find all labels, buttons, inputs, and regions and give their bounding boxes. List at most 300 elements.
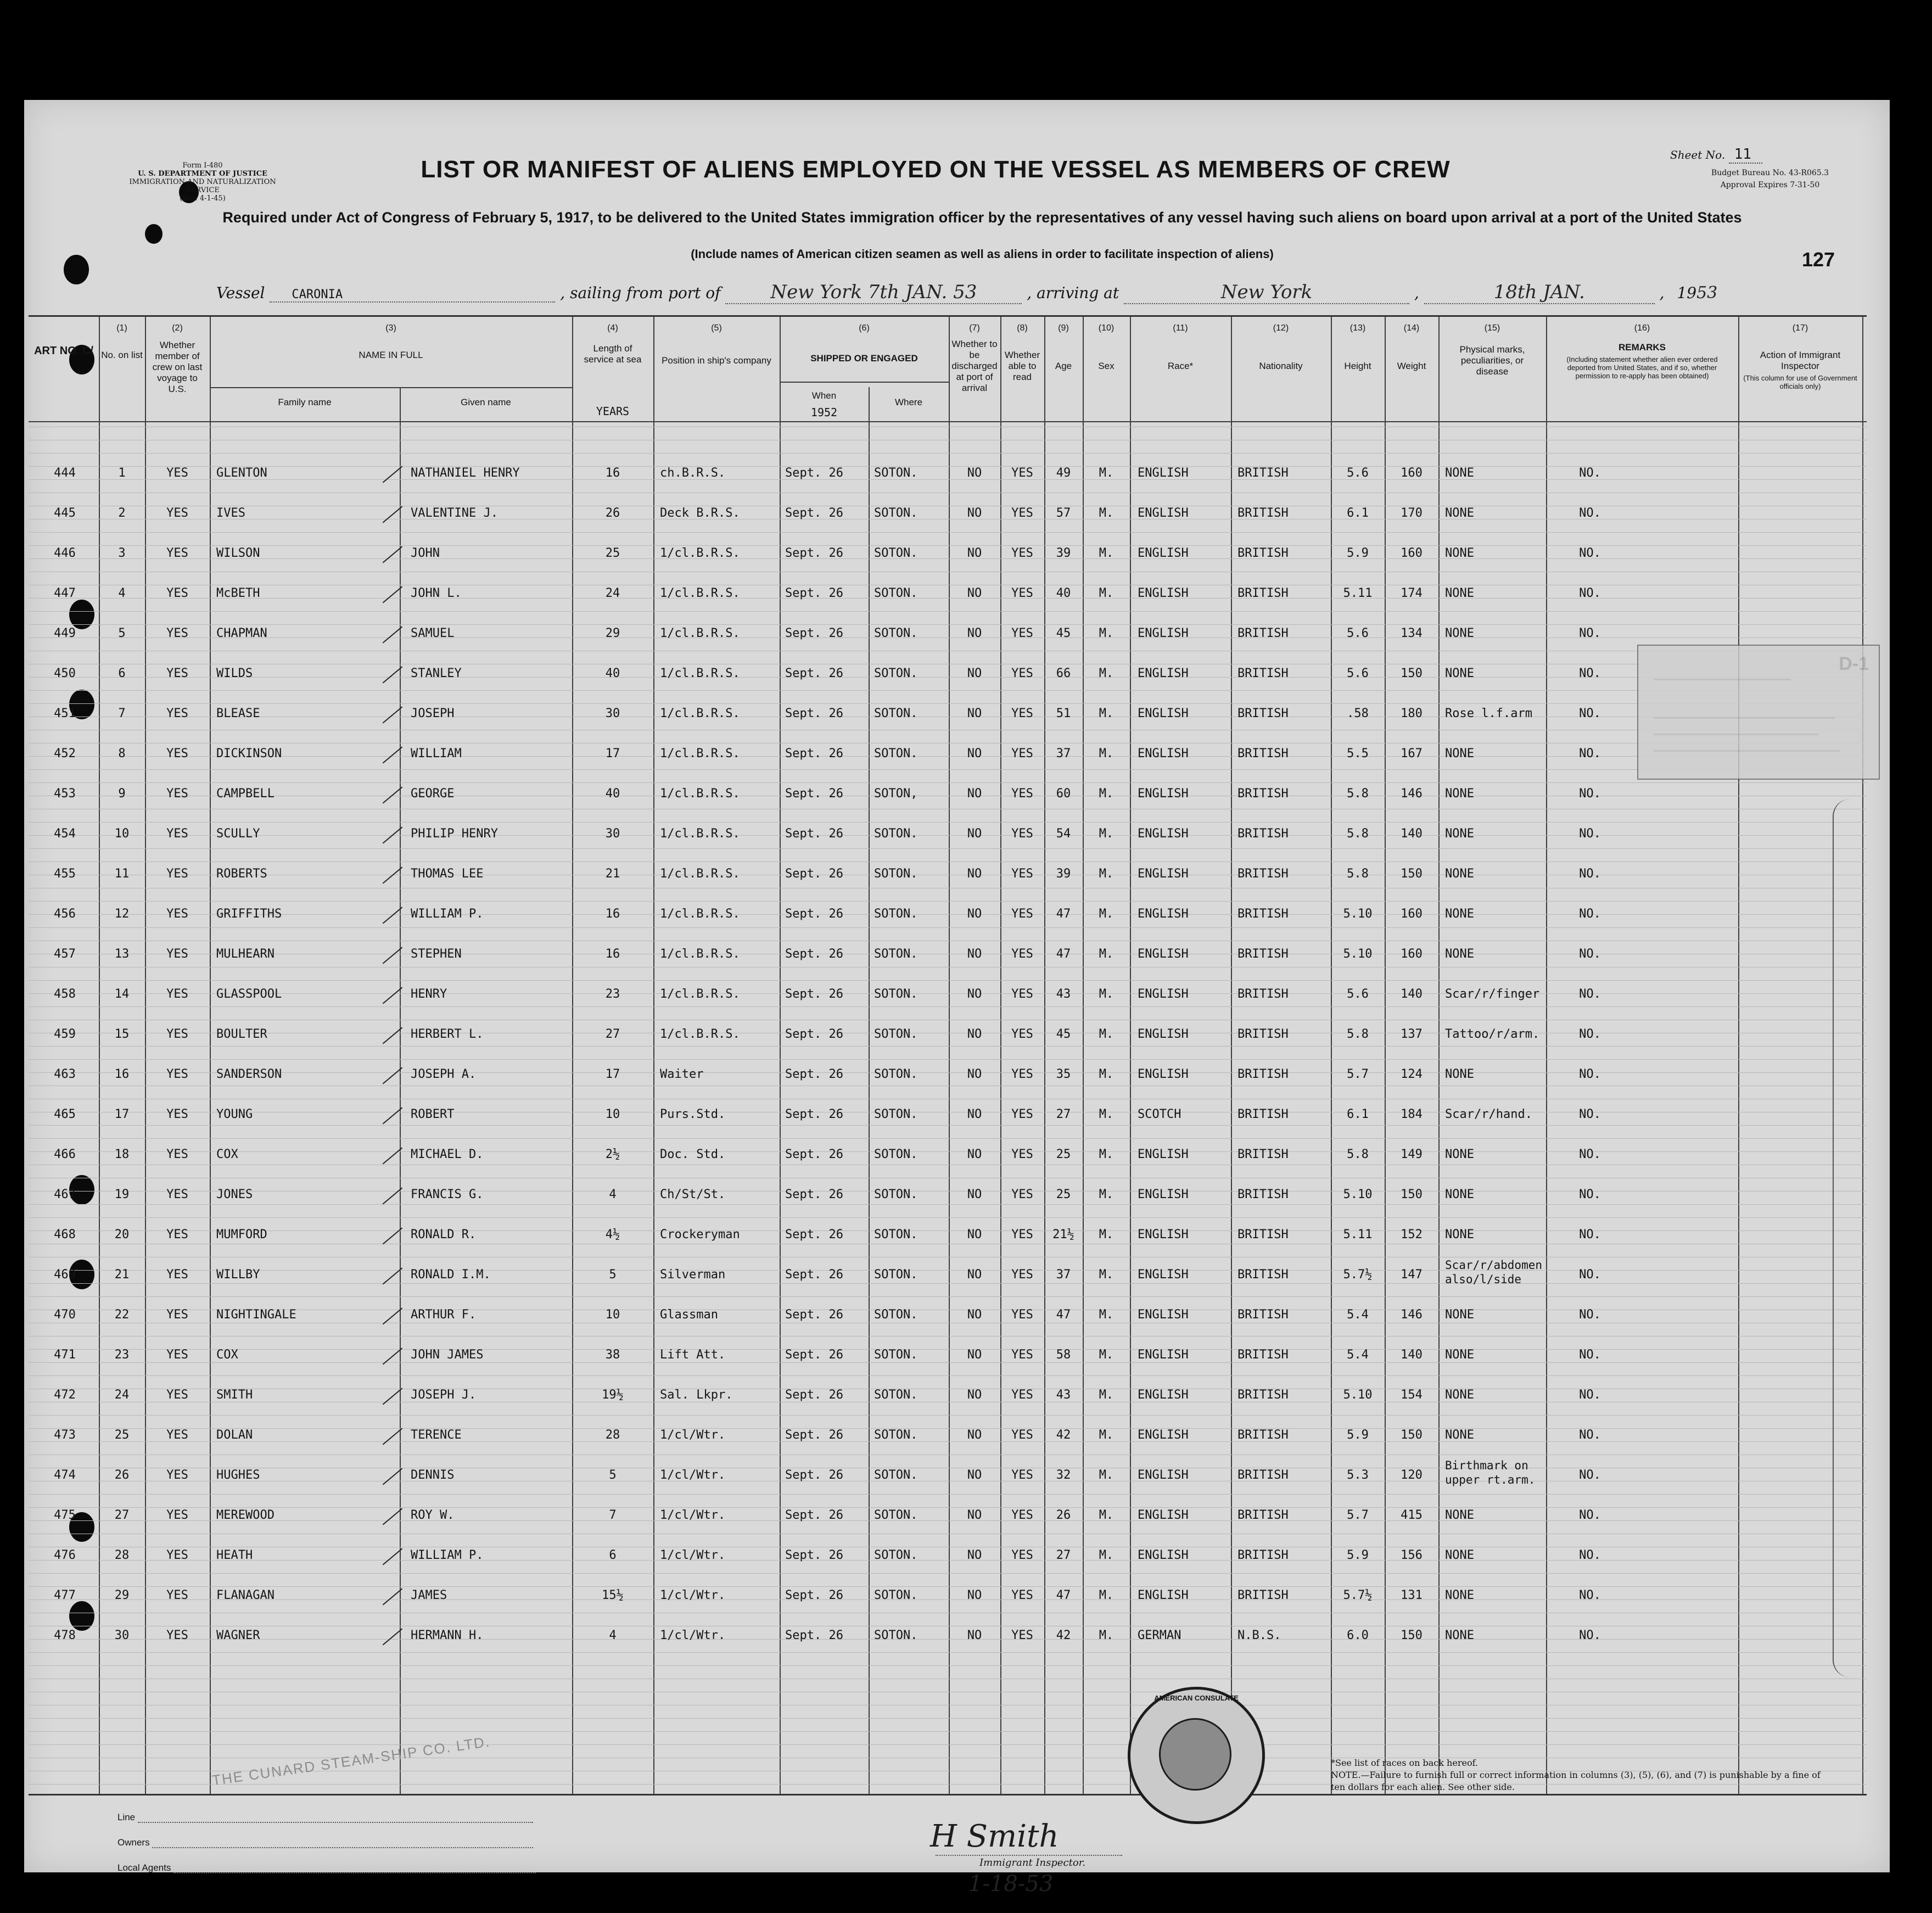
cell-crew-last-voyage: YES <box>166 1067 188 1081</box>
cell-age: 25 <box>1056 1148 1071 1161</box>
cell-list-number: 4 <box>118 586 126 600</box>
cell-able-to-read: YES <box>1011 466 1033 480</box>
cell-height: 5.8 <box>1347 1148 1369 1161</box>
cell-sex: M. <box>1099 1107 1114 1121</box>
cell-crew-last-voyage: YES <box>166 707 188 720</box>
cell-nationality: BRITISH <box>1237 787 1289 801</box>
cell-remarks: NO. <box>1579 1548 1601 1562</box>
cell-given-name: JOHN L. <box>411 586 462 600</box>
cell-remarks: NO. <box>1579 1348 1601 1362</box>
cell-crew-last-voyage: YES <box>166 1268 188 1282</box>
inspector-label: Immigrant Inspector. <box>979 1857 1086 1869</box>
form-number: Form I-480 <box>182 161 223 170</box>
cell-weight: 150 <box>1401 867 1423 881</box>
cell-race: ENGLISH <box>1138 1468 1189 1482</box>
cell-shipped-when: Sept. 26 <box>785 1468 843 1482</box>
seal-text: AMERICAN CONSULATE <box>1154 1694 1239 1702</box>
header-given-name: Given name <box>461 397 511 407</box>
cell-crew-last-voyage: YES <box>166 747 188 760</box>
cell-family-name: YOUNG <box>216 1107 253 1121</box>
cell-list-number: 30 <box>114 1629 130 1642</box>
cell-age: 32 <box>1056 1468 1071 1482</box>
cell-remarks: NO. <box>1579 1388 1601 1402</box>
year-prefix: 19 <box>1677 284 1697 302</box>
cell-shipped-when: Sept. 26 <box>785 506 843 520</box>
cell-height: 5.8 <box>1347 827 1369 841</box>
cell-discharged: NO <box>967 506 982 520</box>
cell-race: ENGLISH <box>1138 787 1189 801</box>
cell-age: 47 <box>1056 907 1071 921</box>
cell-crew-last-voyage: YES <box>166 907 188 921</box>
cell-nationality: BRITISH <box>1237 987 1289 1001</box>
arriving-label: , arriving at <box>1027 284 1119 302</box>
cell-discharged: NO <box>967 1548 982 1562</box>
cell-sex: M. <box>1099 1027 1114 1041</box>
cell-weight: 140 <box>1401 987 1423 1001</box>
cell-race: ENGLISH <box>1138 506 1189 520</box>
cell-able-to-read: YES <box>1011 667 1033 680</box>
cell-height: 5.11 <box>1343 586 1373 600</box>
table-row <box>29 1297 1867 1336</box>
cell-list-number: 14 <box>114 987 130 1001</box>
cell-discharged: NO <box>967 707 982 720</box>
cell-nationality: BRITISH <box>1237 586 1289 600</box>
cell-list-number: 21 <box>114 1268 130 1282</box>
cell-discharged: NO <box>967 1629 982 1642</box>
cell-shipped-where: SOTON. <box>874 586 918 600</box>
cell-art-number: 454 <box>54 827 76 841</box>
cell-art-number: 476 <box>54 1548 76 1562</box>
cell-shipped-when: Sept. 26 <box>785 947 843 961</box>
cell-race: ENGLISH <box>1138 1588 1189 1602</box>
header-num-13: (13) <box>1349 323 1366 333</box>
cell-given-name: WILLIAM P. <box>411 907 484 921</box>
cell-discharged: NO <box>967 1468 982 1482</box>
cell-remarks: NO. <box>1579 1508 1601 1522</box>
cell-race: ENGLISH <box>1138 1548 1189 1562</box>
cell-discharged: NO <box>967 987 982 1001</box>
cell-able-to-read: YES <box>1011 1348 1033 1362</box>
cell-sex: M. <box>1099 1388 1114 1402</box>
cell-weight: 124 <box>1401 1067 1423 1081</box>
cell-weight: 146 <box>1401 787 1423 801</box>
cell-age: 66 <box>1056 667 1071 680</box>
owners-field <box>117 1837 533 1848</box>
cell-position: 1/cl.B.R.S. <box>660 827 740 841</box>
cell-shipped-when: Sept. 26 <box>785 787 843 801</box>
table-row <box>29 896 1867 936</box>
cell-weight: 154 <box>1401 1388 1423 1402</box>
cell-race: ENGLISH <box>1138 1228 1189 1241</box>
cell-list-number: 26 <box>114 1468 130 1482</box>
cell-discharged: NO <box>967 1388 982 1402</box>
cell-nationality: BRITISH <box>1237 627 1289 640</box>
cell-list-number: 5 <box>118 627 126 640</box>
year: 53 <box>1696 283 1718 303</box>
cell-shipped-when: Sept. 26 <box>785 627 843 640</box>
cell-art-number: 467 <box>54 1188 76 1201</box>
cell-sex: M. <box>1099 1228 1114 1241</box>
cell-art-number: 447 <box>54 586 76 600</box>
cell-art-number: 477 <box>54 1588 76 1602</box>
cell-list-number: 17 <box>114 1107 130 1121</box>
cell-art-number: 468 <box>54 1228 76 1241</box>
cell-sex: M. <box>1099 506 1114 520</box>
cell-height: 5.6 <box>1347 667 1369 680</box>
cell-remarks: NO. <box>1579 707 1601 720</box>
cell-crew-last-voyage: YES <box>166 466 188 480</box>
cell-shipped-when: Sept. 26 <box>785 1388 843 1402</box>
header-where: Where <box>894 397 923 407</box>
cell-sex: M. <box>1099 1588 1114 1602</box>
cell-position: Silverman <box>660 1268 726 1282</box>
cell-given-name: ROBERT <box>411 1107 455 1121</box>
cell-nationality: BRITISH <box>1237 827 1289 841</box>
cell-weight: 174 <box>1401 586 1423 600</box>
cell-remarks: NO. <box>1579 1629 1601 1642</box>
cell-remarks: NO. <box>1579 1268 1601 1282</box>
cell-given-name: JAMES <box>411 1588 447 1602</box>
cell-nationality: BRITISH <box>1237 1268 1289 1282</box>
cell-remarks: NO. <box>1579 586 1601 600</box>
table-row <box>29 1257 1867 1296</box>
cell-able-to-read: YES <box>1011 787 1033 801</box>
cell-able-to-read: YES <box>1011 1268 1033 1282</box>
header-position: Position in ship's company <box>662 355 771 366</box>
cell-position: 1/cl.B.R.S. <box>660 947 740 961</box>
header-num-10: (10) <box>1098 323 1115 333</box>
cell-shipped-where: SOTON. <box>874 987 918 1001</box>
cell-physical-marks: NONE <box>1445 586 1474 600</box>
header-num-7: (7) <box>969 323 980 333</box>
cell-height: 5.6 <box>1347 987 1369 1001</box>
cell-physical-marks: NONE <box>1445 466 1474 480</box>
cell-family-name: IVES <box>216 506 245 520</box>
cell-race: ENGLISH <box>1138 1027 1189 1041</box>
cell-art-number: 444 <box>54 466 76 480</box>
cell-crew-last-voyage: YES <box>166 1629 188 1642</box>
sailing-from: New York 7th JAN. 53 <box>725 281 1022 304</box>
header-remarks: REMARKS <box>1619 342 1666 353</box>
cell-list-number: 23 <box>114 1348 130 1362</box>
cell-physical-marks: NONE <box>1445 1308 1474 1322</box>
cell-able-to-read: YES <box>1011 1468 1033 1482</box>
cell-discharged: NO <box>967 1508 982 1522</box>
header-able-to-read: Whether able to read <box>1004 350 1040 382</box>
cell-height: 5.10 <box>1343 1388 1373 1402</box>
cell-able-to-read: YES <box>1011 506 1033 520</box>
cell-art-number: 478 <box>54 1629 76 1642</box>
cell-sex: M. <box>1099 1629 1114 1642</box>
table-row <box>29 1537 1867 1577</box>
cell-position: 1/cl.B.R.S. <box>660 1027 740 1041</box>
cell-weight: 147 <box>1401 1268 1423 1282</box>
cell-given-name: HERMANN H. <box>411 1629 484 1642</box>
cell-position: 1/cl.B.R.S. <box>660 907 740 921</box>
cell-given-name: ARTHUR F. <box>411 1308 477 1322</box>
cell-crew-last-voyage: YES <box>166 1548 188 1562</box>
header-no-on-list: No. on list <box>101 350 143 360</box>
cell-art-number: 466 <box>54 1148 76 1161</box>
cell-given-name: TERENCE <box>411 1428 462 1442</box>
cell-shipped-where: SOTON. <box>874 827 918 841</box>
cell-shipped-where: SOTON. <box>874 1148 918 1161</box>
cell-family-name: MEREWOOD <box>216 1508 275 1522</box>
cell-able-to-read: YES <box>1011 987 1033 1001</box>
cell-remarks: NO. <box>1579 1027 1601 1041</box>
cell-shipped-when: Sept. 26 <box>785 1508 843 1522</box>
cell-given-name: JOHN JAMES <box>411 1348 484 1362</box>
cell-nationality: BRITISH <box>1237 667 1289 680</box>
cell-list-number: 13 <box>114 947 130 961</box>
cell-able-to-read: YES <box>1011 947 1033 961</box>
cell-shipped-where: SOTON. <box>874 466 918 480</box>
cell-family-name: ROBERTS <box>216 867 267 881</box>
cell-crew-last-voyage: YES <box>166 1148 188 1161</box>
cell-weight: 140 <box>1401 827 1423 841</box>
cell-art-number: 453 <box>54 787 76 801</box>
cell-discharged: NO <box>967 627 982 640</box>
cell-length-of-service: 25 <box>605 546 620 560</box>
cell-art-number: 455 <box>54 867 76 881</box>
sailing-label: , sailing from port of <box>560 284 721 302</box>
cell-list-number: 1 <box>118 466 126 480</box>
cell-art-number: 458 <box>54 987 76 1001</box>
footnotes <box>1331 1757 1825 1793</box>
table-row <box>29 856 1867 896</box>
cell-nationality: BRITISH <box>1237 867 1289 881</box>
cell-race: ENGLISH <box>1138 586 1189 600</box>
cell-age: 27 <box>1056 1548 1071 1562</box>
cell-length-of-service: 15½ <box>602 1588 624 1602</box>
cell-list-number: 19 <box>114 1188 130 1201</box>
cell-list-number: 9 <box>118 787 126 801</box>
comma: , <box>1414 284 1419 302</box>
owners-stamp: THE CUNARD STEAM-SHIP CO. LTD. <box>211 1733 491 1789</box>
cell-given-name: MICHAEL D. <box>411 1148 484 1161</box>
cell-able-to-read: YES <box>1011 1308 1033 1322</box>
cell-position: 1/cl/Wtr. <box>660 1629 726 1642</box>
cell-shipped-where: SOTON. <box>874 1067 918 1081</box>
cell-age: 47 <box>1056 1588 1071 1602</box>
cell-discharged: NO <box>967 787 982 801</box>
cell-physical-marks: NONE <box>1445 947 1474 961</box>
cell-physical-marks: NONE <box>1445 1548 1474 1562</box>
cell-crew-last-voyage: YES <box>166 1388 188 1402</box>
cell-nationality: BRITISH <box>1237 1107 1289 1121</box>
revision: (Rev. 4-1-45) <box>180 194 226 203</box>
cell-remarks: NO. <box>1579 1228 1601 1241</box>
cell-remarks: NO. <box>1579 1308 1601 1322</box>
header-num-11: (11) <box>1173 323 1188 333</box>
vessel-name: CARONIA <box>270 288 555 303</box>
cell-crew-last-voyage: YES <box>166 1107 188 1121</box>
cell-shipped-when: Sept. 26 <box>785 466 843 480</box>
header-physical-marks: Physical marks, peculiarities, or disease <box>1459 344 1525 377</box>
cell-length-of-service: 30 <box>605 707 620 720</box>
cell-family-name: JONES <box>216 1188 253 1201</box>
cell-crew-last-voyage: YES <box>166 827 188 841</box>
cell-art-number: 473 <box>54 1428 76 1442</box>
cell-age: 39 <box>1056 546 1071 560</box>
cell-family-name: CAMPBELL <box>216 787 275 801</box>
cell-physical-marks: Scar/r/finger <box>1445 987 1540 1001</box>
cell-age: 58 <box>1056 1348 1071 1362</box>
cell-given-name: WILLIAM <box>411 747 462 760</box>
table-row <box>29 1417 1867 1457</box>
cell-age: 43 <box>1056 987 1071 1001</box>
cell-physical-marks: NONE <box>1445 1148 1474 1161</box>
cell-race: ENGLISH <box>1138 827 1189 841</box>
table-row <box>29 1217 1867 1256</box>
cell-art-number: 472 <box>54 1388 76 1402</box>
cell-given-name: GEORGE <box>411 787 455 801</box>
subnote: (Include names of American citizen seamen as well as aliens in order to facilitate inspection of aliens) <box>691 247 1274 261</box>
cell-race: ENGLISH <box>1138 667 1189 680</box>
cell-art-number: 470 <box>54 1308 76 1322</box>
cell-list-number: 20 <box>114 1228 130 1241</box>
cell-physical-marks: NONE <box>1445 1588 1474 1602</box>
header-sex: Sex <box>1098 361 1115 371</box>
cell-physical-marks: NONE <box>1445 747 1474 760</box>
cell-able-to-read: YES <box>1011 627 1033 640</box>
approval-expiry: Approval Expires 7-31-50 <box>1720 181 1820 189</box>
cell-age: 60 <box>1056 787 1071 801</box>
table-row <box>29 1497 1867 1537</box>
cell-crew-last-voyage: YES <box>166 947 188 961</box>
cell-position: Crockeryman <box>660 1228 740 1241</box>
header-num-16: (16) <box>1634 323 1650 333</box>
cell-able-to-read: YES <box>1011 907 1033 921</box>
cell-physical-marks: Birthmark on upper rt.arm. <box>1445 1459 1536 1486</box>
cell-crew-last-voyage: YES <box>166 1428 188 1442</box>
cell-art-number: 445 <box>54 506 76 520</box>
cell-race: ENGLISH <box>1138 947 1189 961</box>
cell-physical-marks: NONE <box>1445 1508 1474 1522</box>
header-length-service: Length of service at sea <box>584 343 642 365</box>
cell-weight: 150 <box>1401 1428 1423 1442</box>
cell-height: 5.6 <box>1347 466 1369 480</box>
header-num-12: (12) <box>1273 323 1289 333</box>
cell-given-name: RONALD R. <box>411 1228 477 1241</box>
table-row <box>29 1457 1867 1497</box>
header-num-6: (6) <box>859 323 870 333</box>
cell-physical-marks: Scar/r/hand. <box>1445 1107 1532 1121</box>
cell-remarks: NO. <box>1579 907 1601 921</box>
cell-position: Sal. Lkpr. <box>660 1388 733 1402</box>
cell-list-number: 16 <box>114 1067 130 1081</box>
cell-remarks: NO. <box>1579 747 1601 760</box>
cell-given-name: SAMUEL <box>411 627 455 640</box>
cell-shipped-where: SOTON. <box>874 747 918 760</box>
cell-nationality: BRITISH <box>1237 1228 1289 1241</box>
header-weight: Weight <box>1397 361 1426 371</box>
cell-race: ENGLISH <box>1138 987 1189 1001</box>
cell-shipped-where: SOTON. <box>874 506 918 520</box>
cell-length-of-service: 10 <box>605 1308 620 1322</box>
cell-sex: M. <box>1099 466 1114 480</box>
cell-race: ENGLISH <box>1138 1268 1189 1282</box>
cell-shipped-where: SOTON. <box>874 867 918 881</box>
cell-crew-last-voyage: YES <box>166 987 188 1001</box>
cell-physical-marks: NONE <box>1445 506 1474 520</box>
cell-length-of-service: 38 <box>605 1348 620 1362</box>
cell-height: 5.9 <box>1347 1548 1369 1562</box>
cell-height: 5.9 <box>1347 1428 1369 1442</box>
cell-shipped-where: SOTON. <box>874 1027 918 1041</box>
header-family-name: Family name <box>278 397 332 407</box>
cell-age: 27 <box>1056 1107 1071 1121</box>
cell-sex: M. <box>1099 667 1114 680</box>
cell-nationality: BRITISH <box>1237 506 1289 520</box>
cell-height: 6.1 <box>1347 1107 1369 1121</box>
cell-length-of-service: 19½ <box>602 1388 624 1402</box>
table-row <box>29 736 1867 775</box>
cell-sex: M. <box>1099 747 1114 760</box>
cell-physical-marks: NONE <box>1445 1348 1474 1362</box>
cell-shipped-when: Sept. 26 <box>785 987 843 1001</box>
cell-crew-last-voyage: YES <box>166 586 188 600</box>
cell-nationality: N.B.S. <box>1237 1629 1281 1642</box>
cell-length-of-service: 16 <box>605 907 620 921</box>
service: IMMIGRATION AND NATURALIZATION SERVICE <box>129 178 276 194</box>
cell-given-name: RONALD I.M. <box>411 1268 491 1282</box>
cell-sex: M. <box>1099 947 1114 961</box>
cell-sex: M. <box>1099 907 1114 921</box>
cell-able-to-read: YES <box>1011 1027 1033 1041</box>
cell-discharged: NO <box>967 947 982 961</box>
line-field <box>117 1812 533 1823</box>
cell-remarks: NO. <box>1579 1468 1601 1482</box>
cell-list-number: 7 <box>118 707 126 720</box>
cell-length-of-service: 4 <box>609 1188 617 1201</box>
cell-remarks: NO. <box>1579 1148 1601 1161</box>
cell-position: Deck B.R.S. <box>660 506 740 520</box>
cell-given-name: JOSEPH J. <box>411 1388 477 1402</box>
cell-crew-last-voyage: YES <box>166 546 188 560</box>
cell-discharged: NO <box>967 1148 982 1161</box>
cell-physical-marks: NONE <box>1445 1067 1474 1081</box>
inspector-bracket-mark <box>1833 799 1850 1677</box>
cell-shipped-when: Sept. 26 <box>785 907 843 921</box>
header-inspector-note: (This column for use of Government officials only) <box>1743 374 1857 390</box>
cell-shipped-when: Sept. 26 <box>785 546 843 560</box>
cell-remarks: NO. <box>1579 466 1601 480</box>
arriving-at: New York <box>1124 281 1409 304</box>
cell-physical-marks: NONE <box>1445 1388 1474 1402</box>
cell-height: 5.7½ <box>1343 1268 1373 1282</box>
cell-discharged: NO <box>967 1348 982 1362</box>
header-remarks-note: (Including statement whether alien ever ordered deported from United States, and if so, whether permission to re-apply has been obtained) <box>1566 355 1718 380</box>
cell-list-number: 28 <box>114 1548 130 1562</box>
cell-shipped-where: SOTON. <box>874 1428 918 1442</box>
cell-crew-last-voyage: YES <box>166 1508 188 1522</box>
cell-shipped-when: Sept. 26 <box>785 1107 843 1121</box>
cell-position: Purs.Std. <box>660 1107 726 1121</box>
cell-able-to-read: YES <box>1011 1188 1033 1201</box>
cell-nationality: BRITISH <box>1237 1388 1289 1402</box>
cell-position: 1/cl.B.R.S. <box>660 627 740 640</box>
cell-sex: M. <box>1099 627 1114 640</box>
signature-date: 1-18-53 <box>968 1871 1054 1897</box>
cell-race: ENGLISH <box>1138 1388 1189 1402</box>
cell-physical-marks: NONE <box>1445 827 1474 841</box>
cell-shipped-where: SOTON. <box>874 947 918 961</box>
header-num-3: (3) <box>385 323 396 333</box>
cell-family-name: NIGHTINGALE <box>216 1308 296 1322</box>
manifest-sheet <box>24 100 1890 1897</box>
cell-weight: 184 <box>1401 1107 1423 1121</box>
